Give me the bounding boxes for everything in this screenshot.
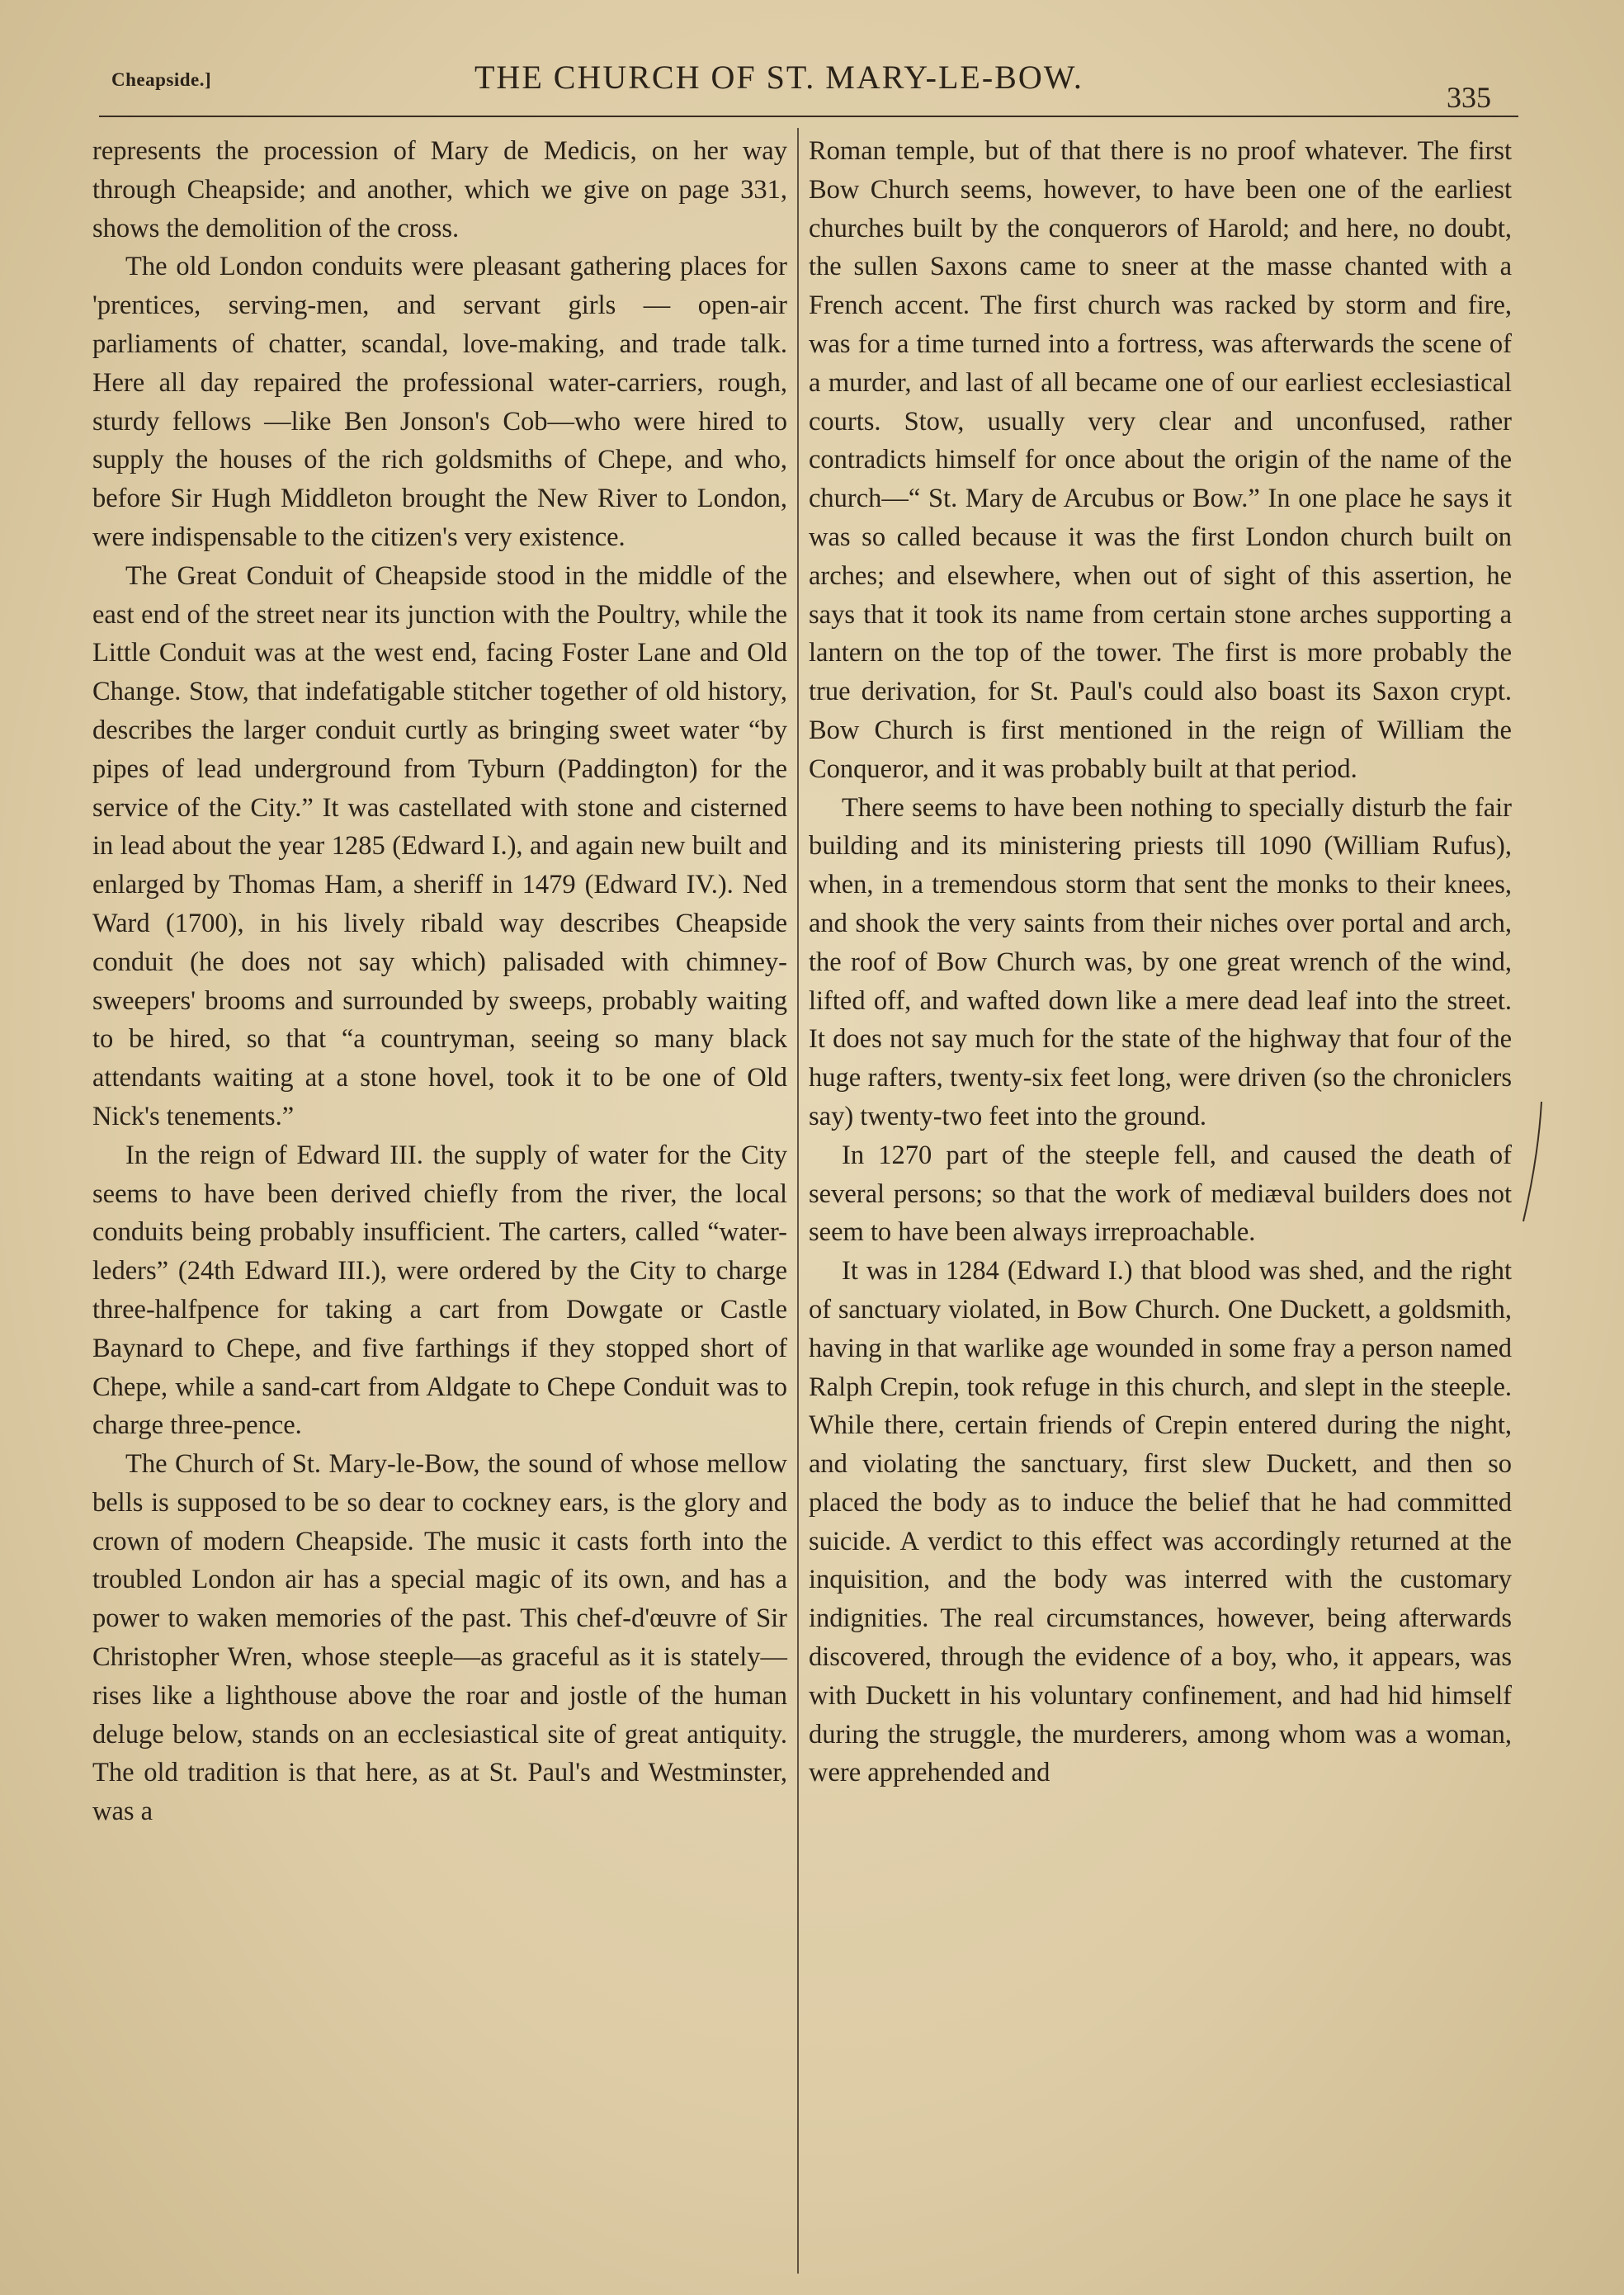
right-column bbox=[809, 132, 1512, 1792]
page-header bbox=[111, 51, 1514, 117]
running-head-title: THE CHURCH OF ST. MARY-LE-BOW. bbox=[474, 59, 1083, 96]
paragraph: In 1270 part of the steeple fell, and caused the death of several persons; so that the work of mediæval builders does not seem to have been always irreproachable. bbox=[809, 1140, 1512, 1248]
paragraph: The Great Conduit of Cheapside stood in the middle of the east end of the street near its junction with the Poultry, while the Little Conduit was at the west end, facing Foster Lane and Old Change. Stow, that indefatigable stitcher together of old history, describes the larger conduit curtly as bringing sweet water “by pipes of lead underground from Tyburn (Paddington) for the service of the City.” It was castellated with stone and cisterned in lead about the year 1285 (Edward I.), and again new built and enlarged by Thomas Ham, a sheriff in 1479 (Edward IV.). Ned Ward (1700), in his lively ribald way describes Cheapside conduit (he does not say which) palisaded with chimney-sweepers' brooms and surrounded by sweeps, probably waiting to be hired, so that “a countryman, seeing so many black attendants waiting at a stone hovel, took it to be one of Old Nick's tenements.” bbox=[92, 560, 787, 1131]
paragraph: It was in 1284 (Edward I.) that blood was shed, and the right of sanctuary violated, in Bow Church. One Duckett, a goldsmith, having in that warlike age wounded in some fray a person named Ralph Crepin, took refuge in this church, and slept in the steeple. While there, certain friends of Crepin entered during the night, and violating the sanctuary, first slew Duckett, and then so placed the body as to induce the belief that he had committed suicide. A verdict to this effect was accordingly returned at the inquisition, and the body was interred with the customary indignities. The real circumstances, however, being afterwards discovered, through the evidence of a boy, who, it appears, was with Duckett in his voluntary confinement, and had hid himself during the struggle, the murderers, among whom was a woman, were apprehended and bbox=[809, 1256, 1512, 1788]
paragraph: In the reign of Edward III. the supply of water for the City seems to have been derived chiefly from the river, the local conduits being probably insufficient. The carters, called “water-leders” (24th Edward III.), were ordered by the City to charge three-halfpence for taking a cart from Dowgate or Castle Baynard to Chepe, and five farthings if they stopped short of Chepe, while a sand-cart from Aldgate to Chepe Conduit was to charge three-pence. bbox=[92, 1140, 787, 1441]
paragraph: represents the procession of Mary de Medicis, on her way through Cheapside; and another, which we give on page 331, shows the demolition of the cross. bbox=[92, 136, 787, 243]
left-column bbox=[92, 132, 787, 1831]
page-number: 335 bbox=[1447, 81, 1491, 114]
column-divider bbox=[797, 128, 799, 2274]
paragraph: The Church of St. Mary-le-Bow, the sound of whose mellow bells is supposed to be so dear to cockney ears, is the glory and crown of modern Cheapside. The music it casts forth into the troubled London air has a special magic of its own, and has a power to waken memories of the past. This chef-d'œuvre of Sir Christopher Wren, whose steeple—as graceful as it is stately—rises like a lighthouse above the roar and jostle of the human deluge below, stands on an ecclesiastical site of great antiquity. The old tradition is that here, as at St. Paul's and Westminster, was a bbox=[92, 1449, 787, 1827]
paragraph: The old London conduits were pleasant gathering places for 'prentices, serving-men, and servant girls — open-air parliaments of chatter, scandal, love-making, and trade talk. Here all day repaired the professional water-carriers, rough, sturdy fellows —like Ben Jonson's Cob—who were hired to supply the houses of the rich goldsmiths of Chepe, and who, before Sir Hugh Middleton brought the New River to London, were indispensable to the citizen's very existence. bbox=[92, 252, 787, 552]
header-rule bbox=[99, 116, 1518, 117]
paragraph: There seems to have been nothing to specially disturb the fair building and its ministering priests till 1090 (William Rufus), when, in a tremendous storm that sent the monks to their knees, and shook the very saints from their niches over portal and arch, the roof of Bow Church was, by one great wrench of the wind, lifted off, and wafted down like a mere dead leaf into the street. It does not say much for the state of the highway that four of the huge rafters, twenty-six feet long, were driven (so the chroniclers say) twenty-two feet into the ground. bbox=[809, 792, 1512, 1131]
pencil-margin-mark bbox=[1517, 1098, 1550, 1230]
running-head-section: Cheapside.] bbox=[111, 69, 212, 90]
paragraph: Roman temple, but of that there is no proof whatever. The first Bow Church seems, however, to have been one of the earliest churches built by the conquerors of Harold; and here, no doubt, the sullen Saxons came to sneer at the masse chanted with a French accent. The first church was racked by storm and fire, was for a time turned into a fortress, was afterwards the scene of a murder, and last of all became one of our earliest ecclesiastical courts. Stow, usually very clear and unconfused, rather contradicts himself for once about the origin of the name of the church—“ St. Mary de Arcubus or Bow.” In one place he says it was so called because it was the first London church built on arches; and elsewhere, when out of sight of this assertion, he says that it took its name from certain stone arches supporting a lantern on the top of the tower. The first is more probably the true derivation, for St. Paul's could also boast its Saxon crypt. Bow Church is first mentioned in the reign of William the Conqueror, and it was probably built at that period. bbox=[809, 136, 1512, 784]
